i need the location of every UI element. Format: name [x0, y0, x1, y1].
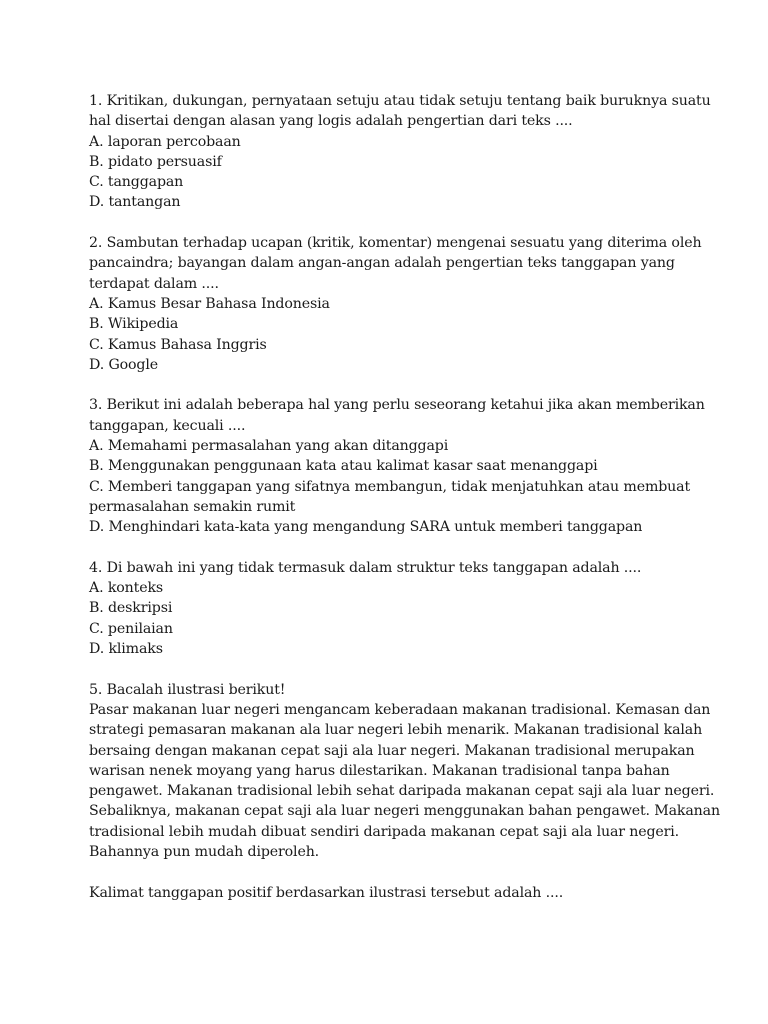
passage-line: Pasar makanan luar negeri mengancam keberadaan makanan tradisional. Kemasan dan	[89, 701, 711, 718]
question-stem-line: tanggapan, kecuali ....	[89, 417, 246, 434]
answer-option-b: B. pidato persuasif	[89, 153, 222, 170]
answer-option-c: C. tanggapan	[89, 174, 184, 191]
answer-option-a: A. Memahami permasalahan yang akan ditanggapi	[89, 438, 449, 455]
answer-option-b: B. Wikipedia	[89, 316, 179, 333]
document-page	[89, 91, 720, 903]
answer-option-a: A. konteks	[89, 580, 164, 597]
question-stem-line: 3. Berikut ini adalah beberapa hal yang perlu seseorang ketahui jika akan memberikan	[89, 397, 705, 414]
question-4	[89, 558, 689, 659]
answer-option-a: A. laporan percobaan	[89, 133, 241, 150]
passage-line: Sebaliknya, makanan cepat saji ala luar negeri menggunakan bahan pengawet. Makanan	[89, 803, 720, 820]
passage-line: tradisional lebih mudah dibuat sendiri daripada makanan cepat saji ala luar negeri.	[89, 823, 680, 840]
question-3	[89, 395, 705, 537]
passage-line: strategi pemasaran makanan ala luar negeri lebih menarik. Makanan tradisional kalah	[89, 722, 703, 739]
answer-option-c: C. penilaian	[89, 620, 173, 637]
answer-option-c: C. Kamus Bahasa Inggris	[89, 336, 267, 353]
answer-option-d: D. klimaks	[89, 641, 163, 658]
question-heading: 5. Bacalah ilustrasi berikut!	[89, 681, 286, 698]
answer-option-a: A. Kamus Besar Bahasa Indonesia	[89, 295, 330, 312]
question-5	[89, 680, 720, 903]
answer-option-c: C. Memberi tanggapan yang sifatnya membangun, tidak menjatuhkan atau membuat	[89, 478, 691, 495]
question-stem-line: 1. Kritikan, dukungan, pernyataan setuju atau tidak setuju tentang baik buruknya suatu	[89, 93, 711, 109]
question-stem-line: hal disertai dengan alasan yang logis adalah pengertian dari teks ....	[89, 113, 573, 130]
paragraph-gap	[89, 862, 689, 882]
answer-option-b: B. Menggunakan penggunaan kata atau kalimat kasar saat menanggapi	[89, 458, 598, 475]
question-stem-line: 2. Sambutan terhadap ucapan (kritik, komentar) mengenai sesuatu yang diterima oleh	[89, 235, 702, 252]
passage-line: warisan nenek moyang yang harus dilestarikan. Makanan tradisional tanpa bahan	[89, 762, 670, 779]
answer-option-c-continued: permasalahan semakin rumit	[89, 498, 296, 515]
answer-option-d: D. Menghindari kata-kata yang mengandung SARA untuk memberi tanggapan	[89, 519, 643, 536]
passage-line: bersaing dengan makanan cepat saji ala luar negeri. Makanan tradisional merupakan	[89, 742, 695, 759]
paragraph-gap	[89, 213, 689, 233]
question-stem-line: 4. Di bawah ini yang tidak termasuk dalam struktur teks tanggapan adalah ....	[89, 559, 642, 576]
passage-line: pengawet. Makanan tradisional lebih sehat daripada makanan cepat saji ala luar negeri.	[89, 783, 715, 800]
paragraph-gap	[89, 659, 689, 679]
illustration-passage	[89, 700, 720, 862]
answer-option-b: B. deskripsi	[89, 600, 173, 617]
answer-option-d: D. tantangan	[89, 194, 181, 211]
paragraph-gap	[89, 375, 689, 395]
question-stem-line: terdapat dalam ....	[89, 275, 219, 292]
paragraph-gap	[89, 538, 689, 558]
question-1	[89, 91, 711, 213]
question-prompt: Kalimat tanggapan positif berdasarkan ilustrasi tersebut adalah ....	[89, 884, 564, 901]
question-stem-line: pancaindra; bayangan dalam angan-angan adalah pengertian teks tanggapan yang	[89, 255, 675, 272]
question-2	[89, 233, 702, 375]
passage-line: Bahannya pun mudah diperoleh.	[89, 843, 320, 860]
answer-option-d: D. Google	[89, 356, 158, 373]
